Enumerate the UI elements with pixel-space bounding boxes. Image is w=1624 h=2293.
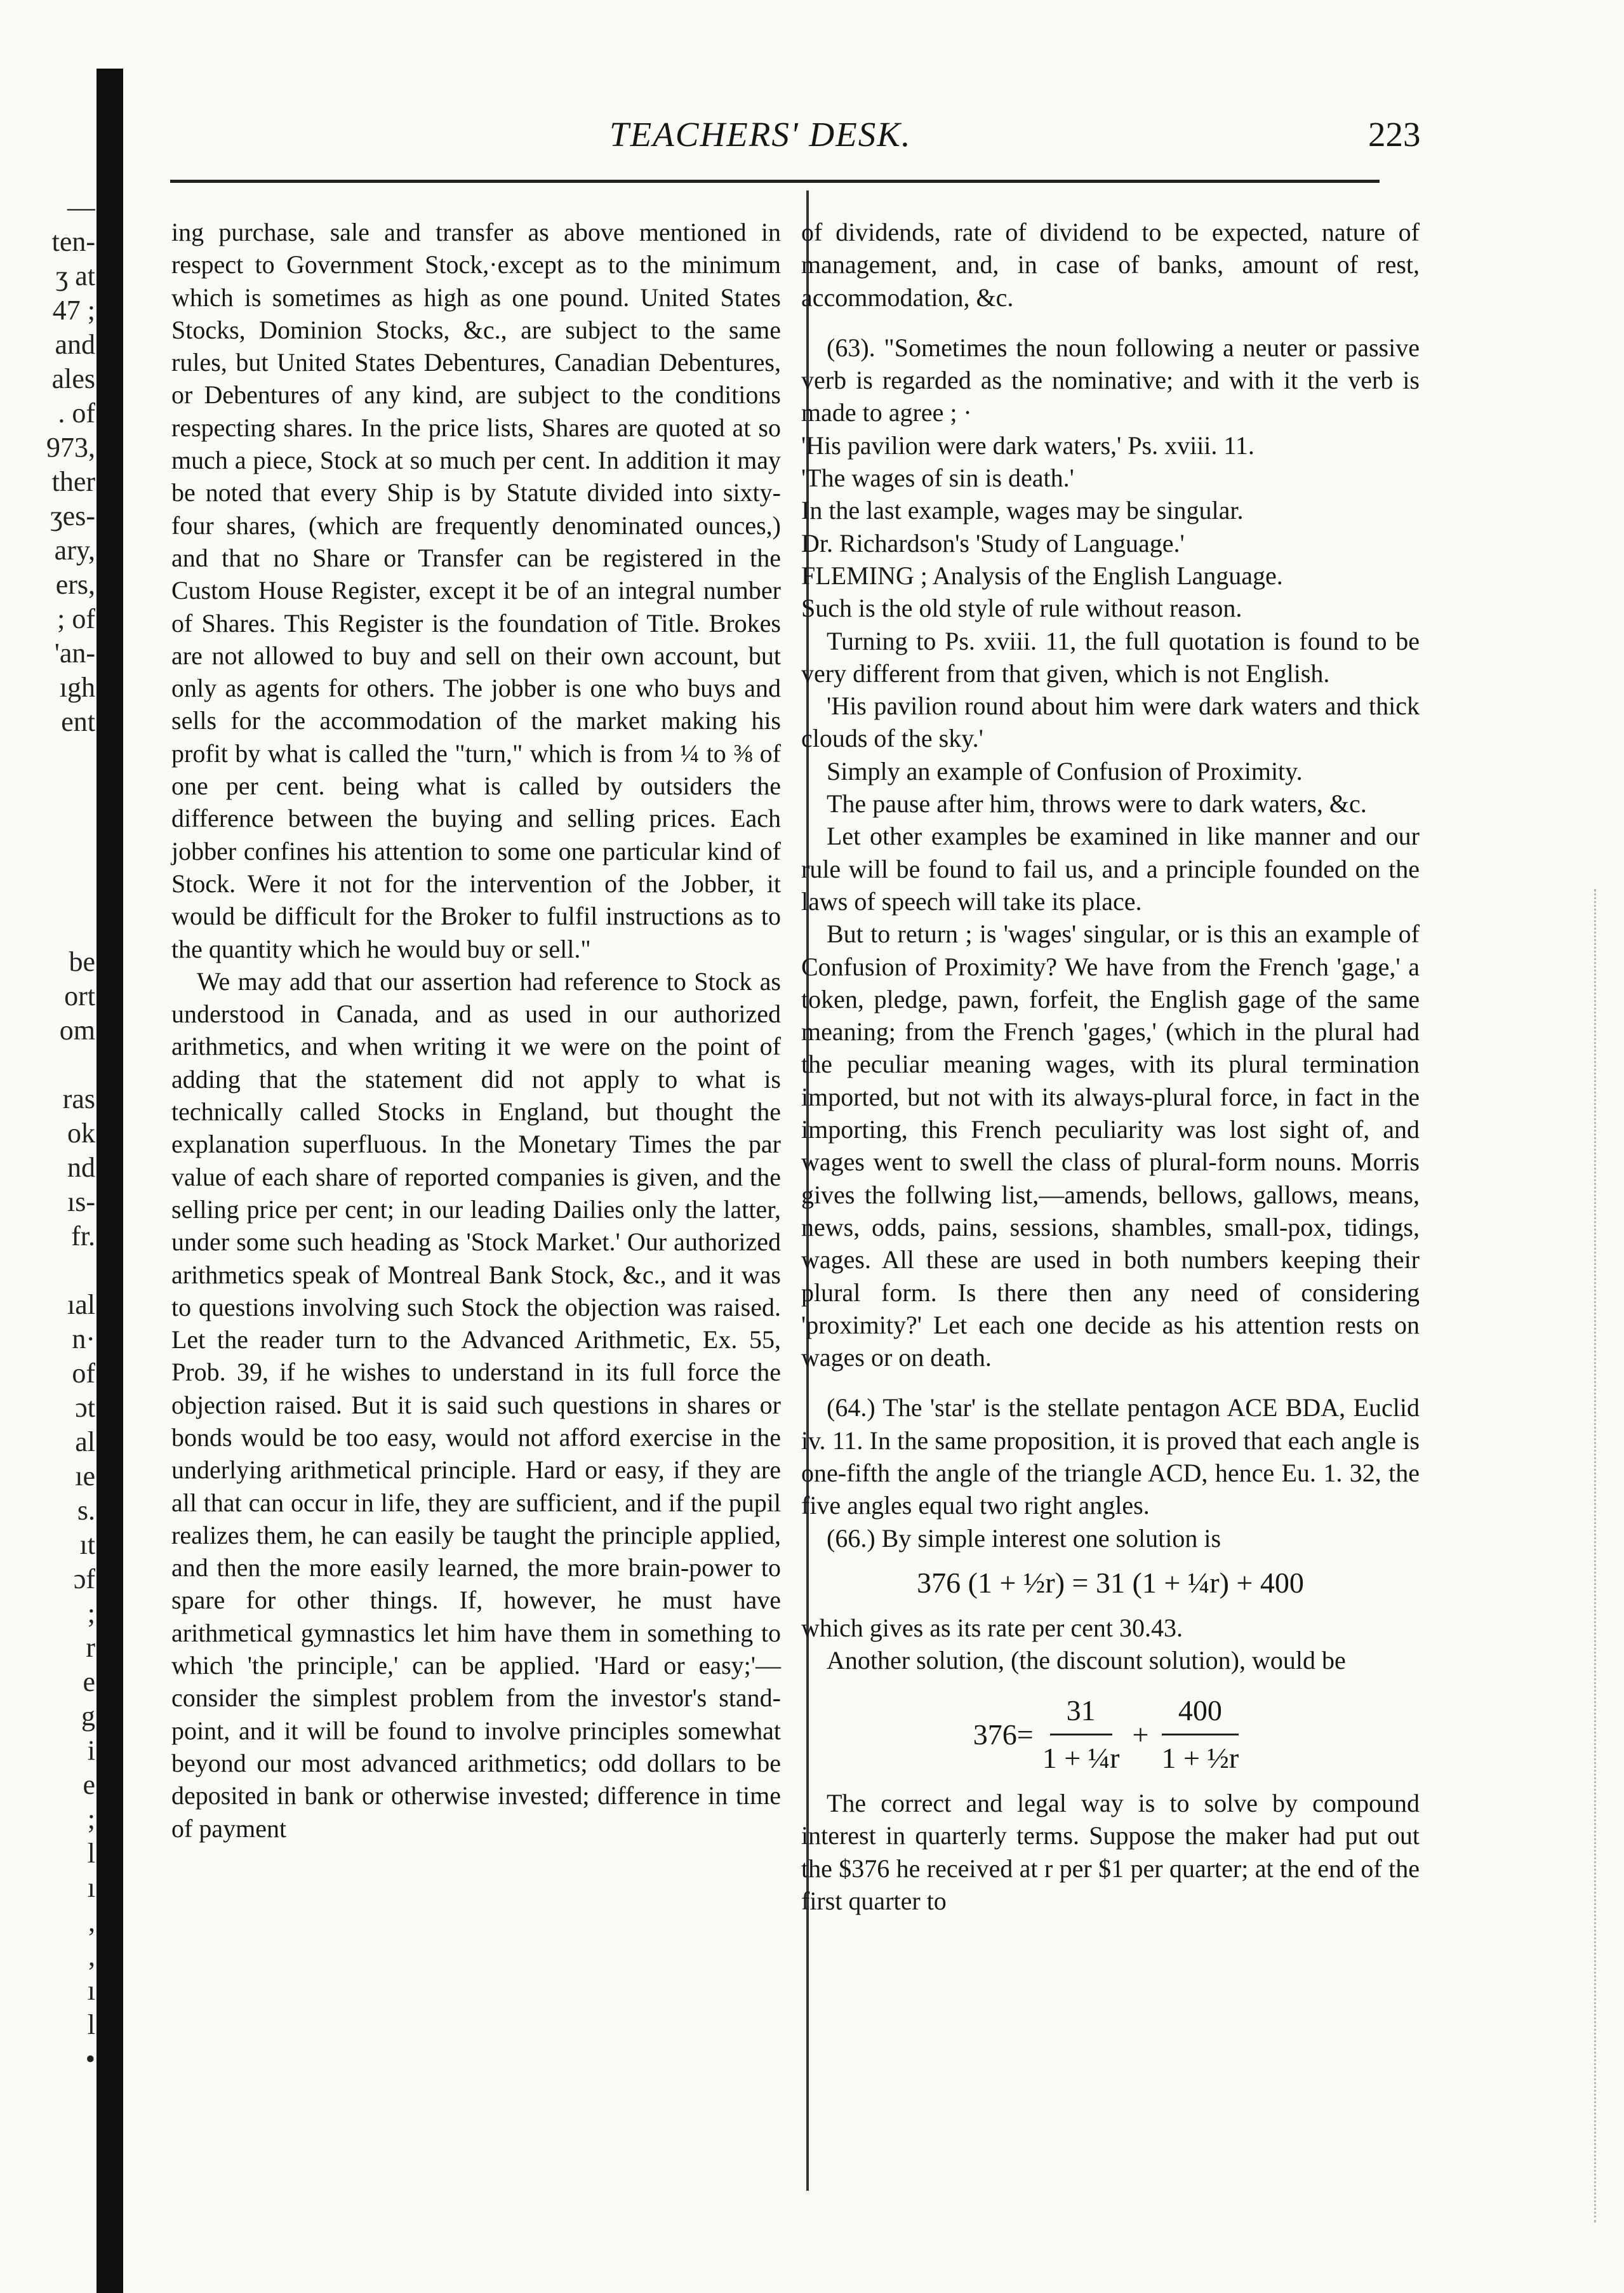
paragraph-pause: The pause after him, throws were to dark waters, &c. [827, 789, 1367, 819]
running-title: TEACHERS' DESK. [609, 115, 912, 154]
paragraph-another-solution: Another solution, (the discount solution), would be [827, 1646, 1346, 1675]
fraction-denominator: 1 + ½r [1161, 1741, 1239, 1774]
paragraph-rate: which gives as its rate per cent 30.43. [801, 1613, 1183, 1642]
fraction-numerator: 31 [1050, 1694, 1112, 1735]
query-63: (63). "Sometimes the noun following a neuter or passive verb is regarded as the nominative; and with it the verb is made to agree ; · 'His pavilion were dark waters,' Ps. xviii. 11. 'The wages of sin is death.' In the last example, wages may be singular. Dr. Richardson's 'Study of Language.' FLEMING ; Analysis of the English Language. Such is the old style of rule without reason. [801, 333, 1420, 623]
scan-specks [1594, 889, 1605, 2223]
fraction-numerator: 400 [1162, 1694, 1239, 1735]
paragraph-compound-interest: The correct and legal way is to solve by compound interest in quarterly terms. Suppose the maker had put out the $376 he received at r per $1 per quarter; at the end of the first quarter to [801, 1789, 1420, 1915]
header-rule [170, 180, 1380, 183]
equation-simple-interest: 376 (1 + ½r) = 31 (1 + ¼r) + 400 [917, 1566, 1304, 1599]
page-number: 223 [1368, 115, 1421, 154]
paragraph-dividends: of dividends, rate of dividend to be expected, nature of management, and, in case of banks, amount of rest, accommodation, &c. [801, 218, 1420, 312]
fraction-400 [1161, 1694, 1239, 1774]
paragraph-simply: Simply an example of Confusion of Proximity. [827, 756, 1303, 786]
paragraph-stock-rules: ing purchase, sale and transfer as above mentioned in respect to Government Stock,·except as to the minimum which is sometimes as high as one pound. United States Stocks, Dominion Stocks, &c., are subject to the same rules, but United States Debentures, Canadian Debentures, or Debentures of any kind, are subject to the conditions respecting shares. In the price lists, Shares are quoted at so much a piece, Stock at so much per cent. In addition it may be noted that every Ship is by Statute divided into sixty-four shares, (which are frequently denominated ounces,) and that no Share or Transfer can be registered in the Custom House Register, except it be of an integral number of Shares. This Register is the foundation of Title. Brokes are not allowed to buy and sell on their own account, but only as agents for others. The jobber is one who buys and sells for the accommodation of the market making his profit by what is called the "turn," which is from ¼ to ⅜ of one per cent. being what is called by outsiders the difference between the buying and selling prices. Each jobber confines his attention to some one particular kind of Stock. Were it not for the intervention of the Jobber, it would be difficult for the Broker to fulfil instructions as to the quantity which he would buy or sell." [171, 218, 781, 963]
paragraph-let-examples: Let other examples be examined in like manner and our rule will be found to fail us, and a principle founded on the laws of speech will take its place. [801, 822, 1420, 916]
page-binding-edge [97, 69, 123, 2293]
paragraph-turning: Turning to Ps. xviii. 11, the full quotation is found to be very different from that given, which is not English. [801, 626, 1420, 688]
fraction-31 [1042, 1694, 1120, 1774]
left-column [171, 216, 781, 1845]
equation-discount [801, 1694, 1420, 1774]
right-column [801, 216, 1420, 1917]
paragraph-wages: But to return ; is 'wages' singular, or is this an example of Confusion of Proximity? We have from the French 'gage,' a token, pledge, pawn, forfeit, the English gage of the same meaning; from the French 'gages,' (which in the plural had the peculiar meaning wages, with its plural termination imported, but not with its always-plural force, in fact in the importing, this French peculiarity was lost sight of, and wages went to swell the class of plural-form nouns. Morris gives the follwing list,—amends, bellows, gallows, means, news, odds, pains, sessions, shambles, small-pox, tidings, wages. All these are used in both numbers keeping their plural form. Is there then any need of considering 'proximity?' Let each one decide as his attention rests on wages or on death. [801, 919, 1420, 1372]
equation-lhs: 376= [973, 1718, 1034, 1751]
facing-page-margin-text: — ten- ʒ at 47 ; and ales . of 973, ther ʒes- ary, ers, ; of 'an- ıgh ent be ort om ras ok nd ıs- fr. ıal n· of ɔt al ıe s. ıt ɔf ; r e g i e ; l ı , , ı l • [46, 192, 95, 2075]
answer-64: (64.) The 'star' is the stellate pentagon ACE BDA, Euclid iv. 11. In the same proposition, it is proved that each angle is one-fifth the angle of the triangle ACD, hence Eu. 1. 32, the five angles equal two right angles. [801, 1393, 1420, 1520]
plus-sign: + [1132, 1718, 1149, 1751]
paragraph-assertion: We may add that our assertion had reference to Stock as understood in Canada, and as used in our authorized arithmetics, and when writing it we were on the point of adding that the statement did not apply to what is technically called Stocks in England, but thought the explanation superfluous. In the Monetary Times the par value of each share of reported companies is given, and the selling price per cent; in our leading Dailies only the latter, under some such heading as 'Stock Market.' Our authorized arithmetics speak of Montreal Bank Stock, &c., and it was to questions involving such Stock the objection was raised. Let the reader turn to the Advanced Arithmetic, Ex. 55, Prob. 39, if he wishes to understand in its full force the objection raised. But it is said such questions in shares or bonds would be too easy, would not afford exercise in the underlying arithmetical principle. Hard or easy, if they are all that can occur in life, they are sufficient, and if the pupil realizes them, he can easily be taught the principle applied, and then the more easily learned, the more brain-power to spare for other things. If, however, he must have arithmetical gymnastics let him have them in something to which 'the principle,' can be applied. 'Hard or easy;'—consider the simplest problem from the investor's stand-point, and it will be found to involve principles somewhat beyond our most advanced arithmetics; odd dollars to be deposited in bank or otherwise invested; difference in time of payment [171, 966, 781, 1843]
answer-66: (66.) By simple interest one solution is [827, 1523, 1221, 1553]
quote-pavilion: 'His pavilion round about him were dark waters and thick clouds of the sky.' [801, 692, 1420, 753]
fraction-denominator: 1 + ¼r [1042, 1741, 1120, 1774]
